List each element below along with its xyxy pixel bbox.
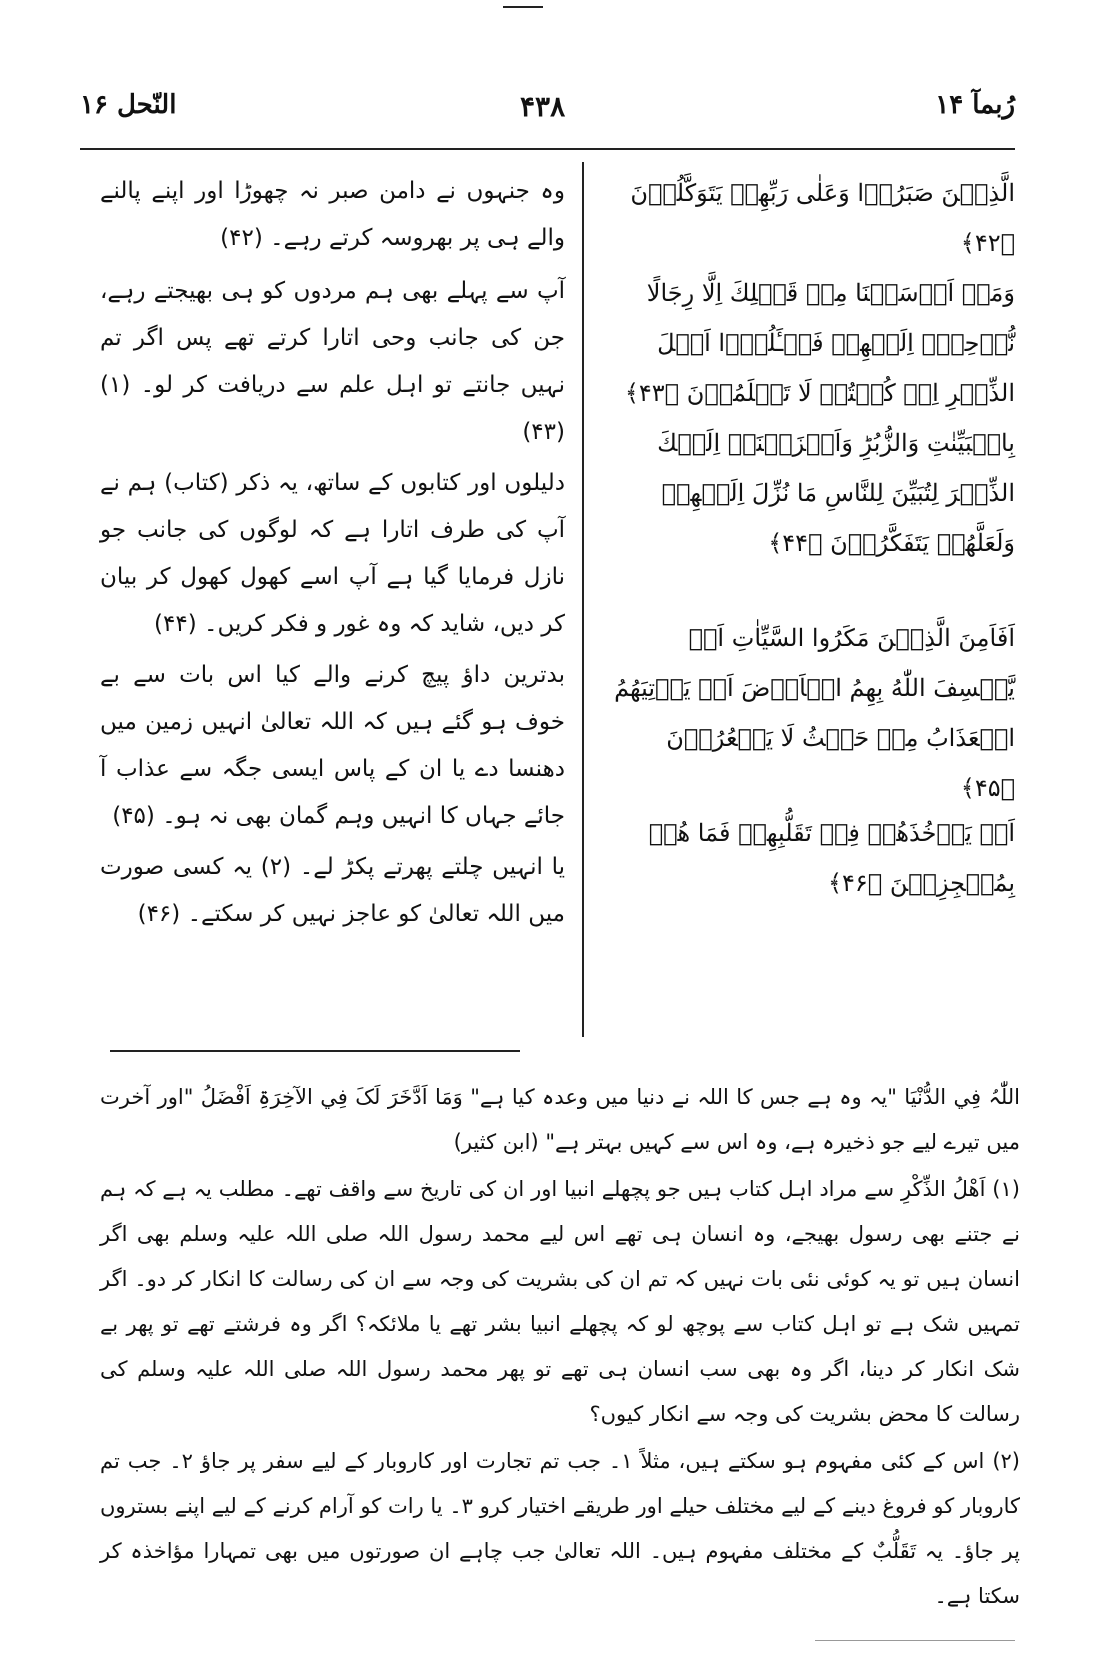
footnotes-section bbox=[100, 1075, 1020, 1621]
verse-43: وَمَاۤ اَرۡسَلۡنَا مِنۡ قَبۡلِكَ اِلَّا رِجَالًا نُّوۡحِىۡۤ اِلَيۡهِمۡ فَسۡـَٔلُوۡۤا اَهۡلَ الذِّكۡرِ اِنۡ كُنۡتُمۡ لَا تَعۡلَمُوۡنَ ﴿۴۳﴾ bbox=[624, 279, 1015, 407]
translation-45: بدترین داؤ پیچ کرنے والے کیا اس بات سے بے خوف ہو گئے ہیں کہ اللہ تعالیٰ انہیں زمین میں دھنسا دے یا ان کے پاس ایسی جگہ سے عذاب آ جائے جہاں کا انہیں وہم گمان بھی نہ ہو۔ (۴۵) bbox=[100, 662, 565, 829]
bottom-rule-mark bbox=[815, 1640, 1015, 1641]
page-header bbox=[80, 90, 1015, 140]
column-divider bbox=[582, 162, 584, 1037]
page-number: ۴۳۸ bbox=[520, 90, 566, 123]
footnote-continuation: اللّٰہُ فِي الدُّنْيَا "یہ وہ ہے جس کا اللہ نے دنیا میں وعدہ کیا ہے" وَمَا اَدَّخَرَ لَکَ فِي الآخِرَۃِ اَفْضَلُ "اور آخرت میں تیرے لیے جو ذخیرہ ہے، وہ اس سے کہیں بہتر ہے" (ابن کثیر) bbox=[100, 1085, 1020, 1154]
footnote-divider bbox=[110, 1050, 520, 1052]
urdu-translation-column bbox=[100, 168, 565, 942]
surah-name: النّحل ۱۶ bbox=[80, 90, 177, 120]
footnote-2: (۲) اس کے کئی مفہوم ہو سکتے ہیں، مثلاً ۱۔ جب تم تجارت اور کاروبار کے لیے سفر پر جاؤ ۲۔ جب تم کاروبار کو فروغ دینے کے لیے مختلف حیلے اور طریقے اختیار کرو ۳۔ یا رات کو آرام کرنے کے لیے اپنے بستروں پر جاؤ۔ یہ تَقَلُّبٌ کے مختلف مفہوم ہیں۔ اللہ تعالیٰ جب چاہے ان صورتوں میں بھی تمہارا مؤاخذہ کر سکتا ہے۔ bbox=[100, 1449, 1020, 1608]
verse-42: الَّذِيۡنَ صَبَرُوۡا وَعَلٰى رَبِّهِمۡ يَتَوَكَّلُوۡنَ ﴿۴۲﴾ bbox=[630, 179, 1015, 257]
translation-43: آپ سے پہلے بھی ہم مردوں کو ہی بھیجتے رہے، جن کی جانب وحی اتارا کرتے تھے پس اگر تم نہیں جانتے تو اہل علم سے دریافت کر لو۔ (۱) (۴۳) bbox=[100, 278, 565, 445]
translation-42: وہ جنہوں نے دامن صبر نہ چھوڑا اور اپنے پالنے والے ہی پر بھروسہ کرتے رہے۔ (۴۲) bbox=[100, 178, 565, 251]
verse-45: اَفَاَمِنَ الَّذِيۡنَ مَكَرُوا السَّيِّاٰتِ اَنۡ يَّخۡسِفَ اللّٰهُ بِهِمُ الۡاَرۡضَ اَوۡ يَاۡتِيَهُمُ الۡعَذَابُ مِنۡ حَيۡثُ لَا يَشۡعُرُوۡنَ ﴿۴۵﴾ bbox=[614, 624, 1015, 802]
verse-44: بِالۡبَيِّنٰتِ وَالزُّبُرِ‌ؕ وَاَنۡزَلۡنَاۤ اِلَيۡكَ الذِّكۡرَ لِتُبَيِّنَ لِلنَّاسِ مَا نُزِّلَ اِلَيۡهِمۡ وَلَعَلَّهُمۡ يَتَفَكَّرُوۡنَ ﴿۴۴﴾ bbox=[657, 429, 1015, 557]
verse-46: اَوۡ يَاۡخُذَهُمۡ فِىۡ تَقَلُّبِهِمۡ فَمَا هُمۡ بِمُعۡجِزِيۡنَ ﴿۴۶﴾ bbox=[648, 819, 1015, 897]
translation-46: یا انہیں چلتے پھرتے پکڑ لے۔ (۲) یہ کسی صورت میں اللہ تعالیٰ کو عاجز نہیں کر سکتے۔ (۴۶) bbox=[100, 854, 565, 927]
translation-44: دلیلوں اور کتابوں کے ساتھ، یہ ذکر (کتاب) ہم نے آپ کی طرف اتارا ہے کہ لوگوں کی جانب جو نازل فرمایا گیا ہے آپ اسے کھول کھول کر بیان کر دیں، شاید کہ وہ غور و فکر کریں۔ (۴۴) bbox=[100, 470, 565, 637]
header-divider bbox=[80, 148, 1015, 150]
top-rule-mark bbox=[503, 6, 543, 8]
juz-name: رُبمآ ۱۴ bbox=[935, 90, 1015, 120]
footnote-1: (۱) اَهْلُ الذِّكْرِ سے مراد اہل کتاب ہیں جو پچھلے انبیا اور ان کی تاریخ سے واقف تھے۔ مطلب یہ ہے کہ ہم نے جتنے بھی رسول بھیجے، وہ انسان ہی تھے اس لیے محمد رسول اللہ صلی اللہ علیہ وسلم بھی اگر انسان ہیں تو یہ کوئی نئی بات نہیں کہ تم ان کی بشریت کی وجہ سے ان کی رسالت کا انکار کر دو۔ اگر تمہیں شک ہے تو اہل کتاب سے پوچھ لو کہ پچھلے انبیا بشر تھے یا ملائکہ؟ اگر وہ فرشتے تھے تو پھر بے شک انکار کر دینا، اگر وہ بھی سب انسان ہی تھے تو پھر محمد رسول اللہ صلی اللہ علیہ وسلم کی رسالت کا محض بشریت کی وجہ سے انکار کیوں؟ bbox=[100, 1177, 1020, 1426]
